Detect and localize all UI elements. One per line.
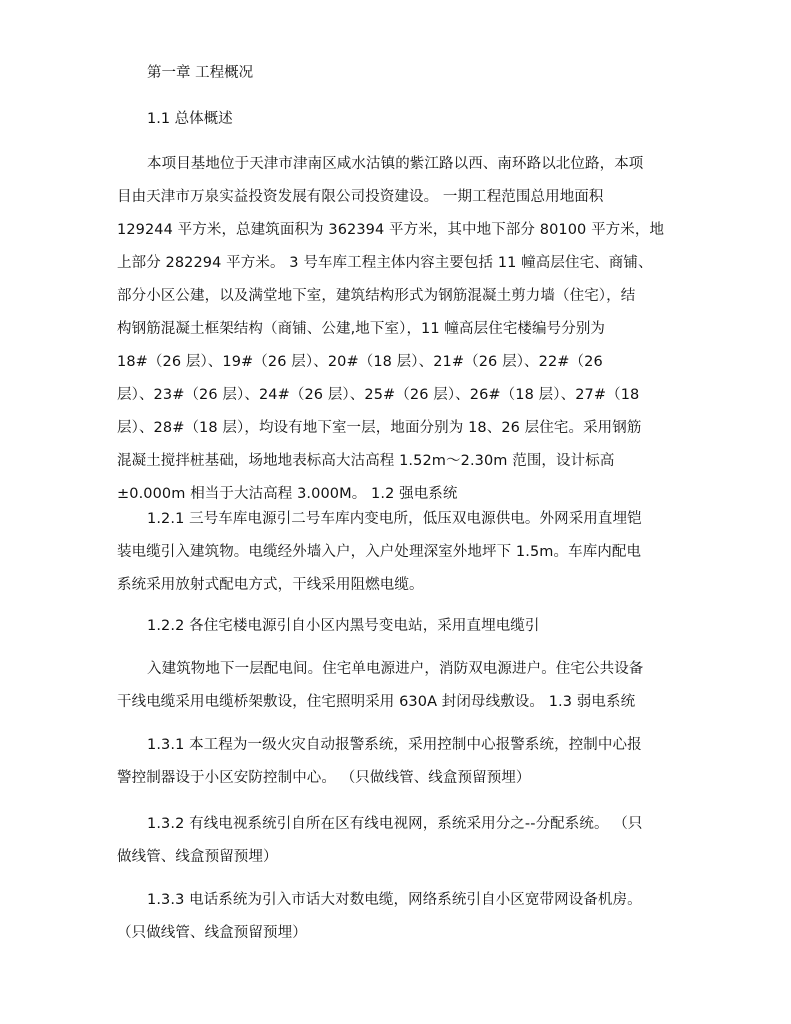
paragraph-overview [117, 148, 677, 511]
section-heading-1-1: 1.1 总体概述 [147, 111, 233, 127]
text-line: 层）、23#（26 层）、24#（26 层）、25#（26 层）、26#（18 层）、27#（18 [117, 387, 640, 403]
text-line: 18#（26 层）、19#（26 层）、20#（18 层）、21#（26 层）、22#（26 [117, 354, 603, 370]
text-line: 装电缆引入建筑物。电缆经外墙入户，入户处理深室外地坪下 1.5m。车库内配电 [117, 544, 642, 560]
text-line: 干线电缆采用电缆桥架敷设，住宅照明采用 630A 封闭母线敷设。 1.3 弱电系统 [117, 694, 636, 710]
text-line: ±0.000m 相当于大沽高程 3.000M。 1.2 强电系统 [117, 486, 458, 502]
paragraph-continuation [117, 653, 677, 719]
paragraph-1-3-3 [117, 884, 677, 950]
text-line: 部分小区公建，以及满堂地下室，建筑结构形式为钢筋混凝土剪力墙（住宅），结 [117, 288, 636, 304]
text-line: 目由天津市万泉实益投资发展有限公司投资建设。 一期工程范围总用地面积 [117, 189, 604, 205]
text-line: （只做线管、线盒预留预埋） [117, 925, 307, 941]
text-line: 系统采用放射式配电方式，干线采用阻燃电缆。 [117, 577, 424, 593]
paragraph-1-2-2 [117, 610, 677, 643]
text-line: 入建筑物地下一层配电间。住宅单电源进户，消防双电源进户。住宅公共设备 [147, 661, 644, 677]
paragraph-1-3-1 [117, 729, 677, 795]
text-line: 上部分 282294 平方米。 3 号车库工程主体内容主要包括 11 幢高层住宅、商铺、 [117, 255, 653, 271]
text-line: 混凝土搅拌桩基础，场地地表标高大沽高程 1.52m～2.30m 范围，设计标高 [117, 453, 615, 469]
text-line: 警控制器设于小区安防控制中心。 （只做线管、线盒预留预埋） [117, 770, 531, 786]
text-line: 1.3.1 本工程为一级火灾自动报警系统，采用控制中心报警系统，控制中心报 [147, 737, 642, 753]
chapter-title: 第一章 工程概况 [147, 65, 254, 81]
text-line: 1.3.2 有线电视系统引自所在区有线电视网，系统采用分之--分配系统。 （只 [147, 816, 643, 832]
text-line: 层）、28#（18 层），均设有地下室一层，地面分别为 18、26 层住宅。采用钢筋 [117, 420, 642, 436]
text-line: 构钢筋混凝土框架结构（商铺、公建,地下室），11 幢高层住宅楼编号分别为 [117, 321, 606, 337]
text-line: 1.2.1 三号车库电源引二号车库内变电所，低压双电源供电。外网采用直埋铠 [147, 511, 642, 527]
text-line: 本项目基地位于天津市津南区咸水沽镇的紫江路以西、南环路以北位路，本项 [147, 156, 644, 172]
text-line: 1.3.3 电话系统为引入市话大对数电缆，网络系统引自小区宽带网设备机房。 [147, 892, 642, 908]
text-line: 129244 平方米，总建筑面积为 362394 平方米，其中地下部分 80100 平方米，地 [117, 222, 665, 238]
paragraph-1-2-1 [117, 503, 677, 602]
text-line: 1.2.2 各住宅楼电源引自小区内黑号变电站，采用直埋电缆引 [147, 618, 540, 634]
text-line: 做线管、线盒预留预埋） [117, 849, 278, 865]
paragraph-1-3-2 [117, 808, 677, 874]
